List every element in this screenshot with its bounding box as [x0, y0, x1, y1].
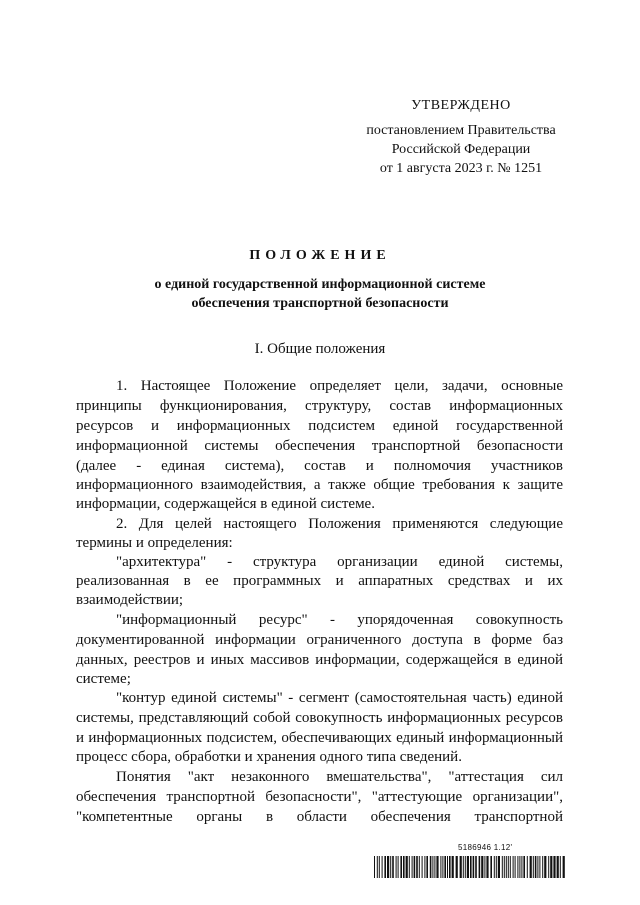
body-line: "контур единой системы" - сегмент (самостоятельная часть) единой	[116, 690, 563, 706]
body-line: информации, содержащейся в единой системе.	[76, 496, 375, 512]
subtitle-line-1: о единой государственной информационной системе	[154, 277, 486, 292]
body-line: принципы функционирования, структуру, состав информационных	[76, 398, 563, 414]
body-line: "информационный ресурс" - упорядоченная совокупность	[116, 612, 563, 628]
barcode-number: 5186946 1.12'	[458, 843, 513, 852]
body-line: информационной системы обеспечения транспортной безопасности	[76, 438, 563, 454]
body-line: взаимодействии;	[76, 592, 184, 608]
body-line: Понятия "акт незаконного вмешательства", "аттестация сил	[116, 769, 563, 785]
body-line: 1. Настоящее Положение определяет цели, задачи, основные	[116, 378, 563, 394]
body-line: термины и определения:	[76, 535, 233, 551]
subtitle-line-2: обеспечения транспортной безопасности	[191, 296, 449, 311]
body-line: процесс сбора, обработки и хранения одного типа сведений.	[76, 749, 462, 765]
approval-line-country: Российской Федерации	[391, 142, 531, 157]
body-line: 2. Для целей настоящего Положения применяются следующие	[116, 516, 563, 532]
body-line: системы, представляющий собой совокупность информационных ресурсов	[76, 710, 563, 726]
body-line: и информационных подсистем, обеспечивающих единый информационный	[76, 730, 563, 746]
section-heading: I. Общие положения	[254, 341, 386, 357]
body-line: документированной информации ограниченного доступа в форме баз	[76, 632, 563, 648]
barcode-image	[374, 856, 568, 878]
approval-stamp	[352, 96, 570, 178]
body-line: обеспечения транспортной безопасности", "аттестующие организации",	[76, 789, 563, 805]
body-line: (далее - единая система), состав и полномочия участников	[76, 458, 563, 474]
document-subtitle	[0, 275, 640, 313]
body-line: системе;	[76, 671, 131, 687]
body-line: ресурсов и информационных подсистем единой государственной	[76, 418, 563, 434]
approval-line-date: от 1 августа 2023 г. № 1251	[379, 161, 543, 176]
body-line: реализованная в ее программных и аппаратных средствах и их	[76, 573, 563, 589]
body-line: информационного взаимодействия, а также общие требования к защите	[76, 477, 563, 493]
body-line: данных, реестров и иных массивов информации, содержащейся в единой	[76, 652, 563, 668]
approval-heading: УТВЕРЖДЕНО	[411, 98, 511, 113]
document-title: ПОЛОЖЕНИЕ	[249, 248, 391, 263]
body-line: "компетентные органы в области обеспечения транспортной	[76, 809, 563, 825]
approval-line-decree: постановлением Правительства	[366, 123, 556, 138]
body-line: "архитектура" - структура организации единой системы,	[116, 554, 563, 570]
